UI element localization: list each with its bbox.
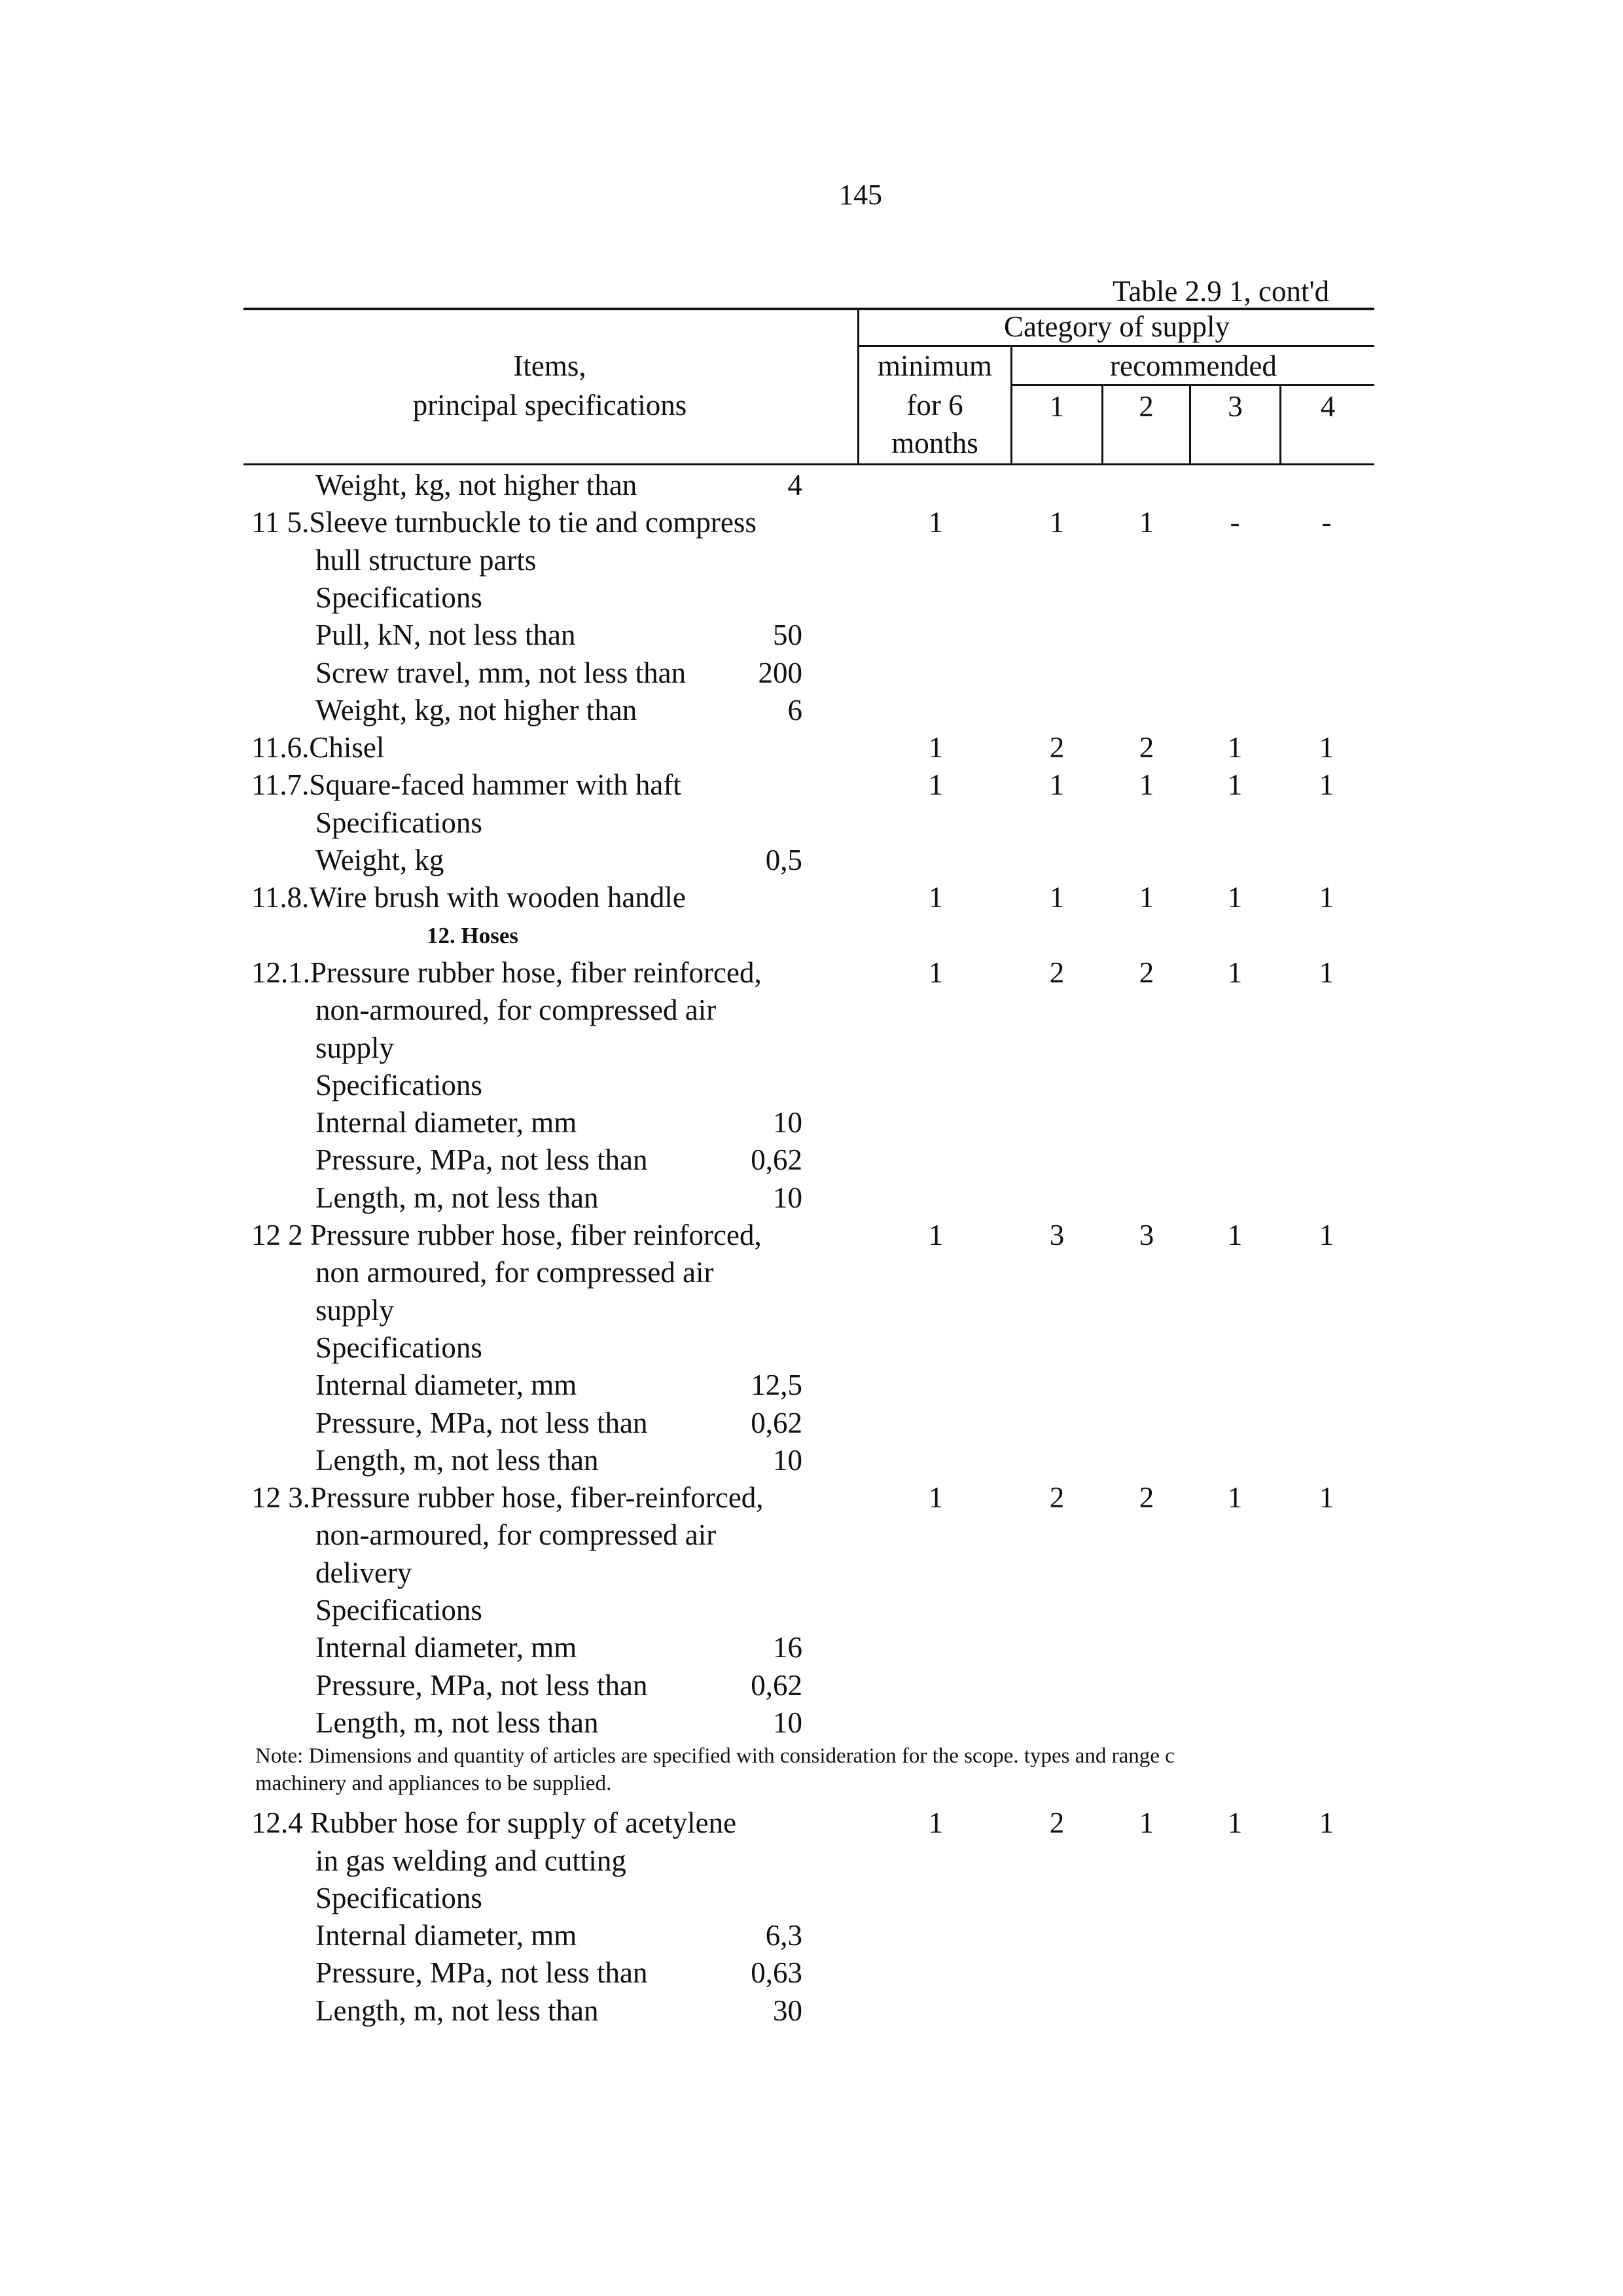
recommended-value-3: 1: [1227, 1481, 1243, 1515]
recommended-value-2: 1: [1139, 768, 1154, 802]
spec-value: 0,63: [751, 1956, 802, 1990]
item-line: non-armoured, for compressed air: [315, 994, 717, 1027]
item-line: Weight, kg: [315, 844, 444, 876]
header-recommended: recommended: [1110, 350, 1277, 382]
item-line: Length, m, not less than: [315, 1443, 599, 1477]
item-title: 12 3.Pressure rubber hose, fiber-reinforced,: [251, 1481, 764, 1515]
spec-value: 10: [773, 1181, 802, 1214]
recommended-value-3: 1: [1227, 768, 1243, 802]
minimum-value: 1: [928, 1481, 944, 1515]
recommended-value-1: 1: [1049, 768, 1065, 802]
item-title: 11.7.Square-faced hammer with haft: [251, 768, 681, 802]
page-number: 145: [839, 179, 882, 211]
item-line: Internal diameter, mm: [315, 1631, 577, 1664]
recommended-value-1: 2: [1049, 1481, 1065, 1515]
recommended-value-2: 2: [1139, 956, 1154, 989]
minimum-value: 1: [928, 506, 944, 539]
recommended-value-2: 3: [1139, 1219, 1154, 1251]
spec-value: 4: [787, 469, 802, 501]
recommended-value-2: 1: [1139, 506, 1154, 539]
table-title: Table 2.9 1, cont'd: [1113, 275, 1330, 308]
item-title: 12.1.Pressure rubber hose, fiber reinforced,: [251, 956, 762, 989]
item-line: Weight, kg, not higher than: [315, 469, 637, 501]
item-line: Pressure, MPa, not less than: [315, 1668, 648, 1702]
recommended-value-4: 1: [1319, 1481, 1334, 1515]
recommended-value-2: 1: [1139, 881, 1154, 914]
recommended-value-2: 2: [1139, 731, 1154, 764]
recommended-value-2: 1: [1139, 1806, 1154, 1840]
header-minimum: minimum: [877, 350, 992, 382]
spec-value: 200: [758, 656, 802, 689]
minimum-value: 1: [928, 881, 944, 914]
minimum-value: 1: [928, 1806, 944, 1840]
header-months: months: [891, 427, 978, 459]
item-line: Weight, kg, not higher than: [315, 693, 637, 726]
minimum-value: 1: [928, 768, 944, 802]
recommended-value-3: 1: [1227, 731, 1243, 764]
table-note-continued: machinery and appliances to be supplied.: [255, 1772, 612, 1796]
recommended-value-4: 1: [1319, 881, 1334, 914]
item-line: Specifications: [315, 1068, 482, 1102]
spec-value: 0,62: [751, 1406, 802, 1439]
recommended-value-4: 1: [1319, 731, 1334, 764]
minimum-value: 1: [928, 1219, 944, 1251]
item-line: Specifications: [315, 1881, 482, 1914]
recommended-value-4: 1: [1319, 1219, 1334, 1251]
recommended-value-1: 2: [1049, 731, 1065, 764]
header-col-4: 4: [1320, 390, 1336, 423]
item-line: non armoured, for compressed air: [315, 1256, 714, 1289]
recommended-value-4: 1: [1319, 768, 1334, 802]
recommended-value-1: 2: [1049, 956, 1065, 989]
item-line: supply: [315, 1293, 395, 1327]
spec-value: 10: [773, 1443, 802, 1477]
item-title: 12 2 Pressure rubber hose, fiber reinforced,: [251, 1219, 762, 1251]
section-title: 12. Hoses: [427, 922, 518, 948]
item-line: Internal diameter, mm: [315, 1369, 577, 1402]
recommended-value-1: 1: [1049, 881, 1065, 914]
item-line: Specifications: [315, 581, 482, 614]
spec-value: 10: [773, 1106, 802, 1139]
item-title: 11.8.Wire brush with wooden handle: [251, 881, 686, 914]
item-line: supply: [315, 1031, 395, 1064]
item-line: Length, m, not less than: [315, 1706, 599, 1739]
item-line: Pressure, MPa, not less than: [315, 1406, 648, 1439]
item-line: in gas welding and cutting: [315, 1844, 626, 1877]
recommended-value-3: -: [1230, 506, 1240, 539]
item-line: Specifications: [315, 806, 482, 839]
spec-value: 0,62: [751, 1668, 802, 1702]
item-line: Screw travel, mm, not less than: [315, 656, 687, 689]
recommended-value-4: 1: [1319, 1806, 1334, 1840]
recommended-value-1: 1: [1049, 506, 1065, 539]
item-line: Internal diameter, mm: [315, 1919, 577, 1952]
item-title: 12.4 Rubber hose for supply of acetylene: [251, 1806, 737, 1840]
spec-value: 50: [773, 619, 802, 652]
item-line: Pull, kN, not less than: [315, 619, 576, 652]
header-category-of-supply: Category of supply: [1004, 310, 1230, 343]
spec-value: 10: [773, 1706, 802, 1739]
item-line: Pressure, MPa, not less than: [315, 1143, 648, 1177]
item-title: 11 5.Sleeve turnbuckle to tie and compress: [251, 506, 757, 539]
header-col-2: 2: [1139, 390, 1154, 423]
spec-value: 0,62: [751, 1143, 802, 1177]
minimum-value: 1: [928, 731, 944, 764]
recommended-value-3: 1: [1227, 881, 1243, 914]
header-principal-specifications: principal specifications: [412, 389, 687, 422]
recommended-value-1: 3: [1049, 1219, 1065, 1251]
item-line: non-armoured, for compressed air: [315, 1518, 717, 1552]
minimum-value: 1: [928, 956, 944, 989]
header-bottom-rule: [243, 463, 1374, 465]
spec-value: 16: [773, 1631, 802, 1664]
recommended-value-2: 2: [1139, 1481, 1154, 1515]
item-line: Specifications: [315, 1594, 482, 1626]
item-title: 11.6.Chisel: [251, 731, 385, 764]
item-line: Length, m, not less than: [315, 1994, 599, 2027]
item-line: Internal diameter, mm: [315, 1106, 577, 1139]
recommended-value-3: 1: [1227, 1806, 1243, 1840]
item-line: Pressure, MPa, not less than: [315, 1956, 648, 1990]
item-line: Specifications: [315, 1331, 482, 1364]
header-items: Items,: [513, 350, 586, 382]
table-note: Note: Dimensions and quantity of articles are specified with consideration for the scope. types and range c: [255, 1744, 1175, 1768]
item-line: hull structure parts: [315, 543, 537, 577]
spec-value: 6: [787, 693, 802, 726]
recommended-value-4: 1: [1319, 956, 1334, 989]
spec-value: 0,5: [765, 844, 802, 876]
recommended-value-3: 1: [1227, 956, 1243, 989]
item-line: Length, m, not less than: [315, 1181, 599, 1214]
recommended-value-1: 2: [1049, 1806, 1065, 1840]
recommended-value-3: 1: [1227, 1219, 1243, 1251]
item-line: delivery: [315, 1556, 412, 1589]
recommended-value-4: -: [1321, 506, 1332, 539]
header-col-3: 3: [1228, 390, 1243, 423]
spec-value: 30: [773, 1994, 802, 2027]
header-for-6: for 6: [906, 389, 963, 422]
spec-value: 12,5: [751, 1369, 802, 1402]
header-col-1: 1: [1049, 390, 1065, 423]
spec-value: 6,3: [765, 1919, 802, 1952]
